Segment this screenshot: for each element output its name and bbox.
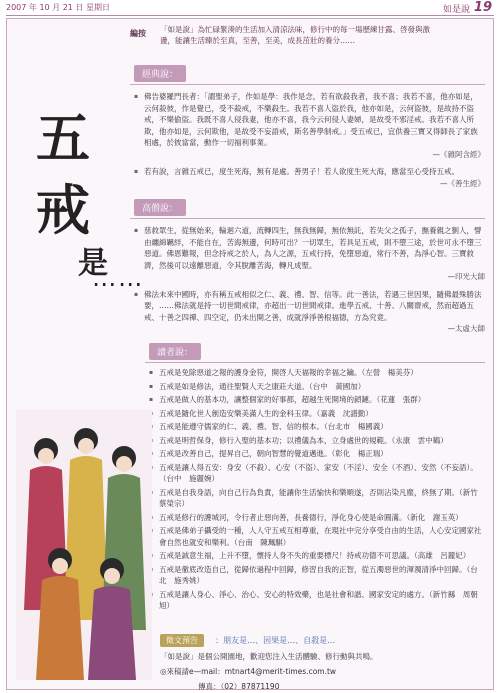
header-date: 2007 年 10 月 21 日 星期日 xyxy=(6,3,110,12)
scripture-section xyxy=(130,62,485,189)
reader-entry: ▪ 五戒是自我身語，向自己行為負責，能讓你生活愉快和樂順遂，否則沾染凡塵，終無了期。（新竹 蔡榮宗） xyxy=(145,487,485,510)
patriarch-entry-text: 佛法未來中國時，亦有稱五戒相似之仁、義、禮、智、信等。此一善法，若遇三世因果，隨佛最殊勝法要，……佛法就是持一切世間戒律，亦超出一切世間戒律。進學五戒、十善、八關齋戒，然而超過五戒、十善之四禪、四空定，仍未出開之善，成就淨淨善根福德，方為究竟。 xyxy=(144,289,482,322)
page-number: 19 xyxy=(473,0,492,15)
reader-entry: ▪ 五戒是誠意生福，上升不墮，懷持人身不失的重要標尺！持戒功德不可思議。（高雄 呂麗妃） xyxy=(145,550,485,562)
reader-entry: ▪ 五戒是徹底改造自己，從歸依過程中回歸，修習自我的正智，從五濁惡世的渾濁清淨中回歸。（台北 施秀姚） xyxy=(145,564,485,587)
reader-section xyxy=(145,340,485,612)
reader-entry: ▪ 五戒是免除惡道之報的護身金符，開啓人天福報的幸福之鑰。（左營 楊美芬） xyxy=(145,367,485,379)
patriarch-entry-text: 慈救眾生，從無始來，輪迴六道，流轉四生，無我無歸，無依無託，若失父之孤子，撫養親之劉人，譬由纏綿羈絆，不能自在，苦海無邊，何時可出？一切眾生，若具足五戒，則不墮三途，於世可永不墮三惡道。佛恩難報，但念持戒之於人，為人之源，五戒行持，免墮惡道，常行不善，為淨心智。三寶救濟，然後可以遠離惡道，令其脫離苦海，轉凡成聖。 xyxy=(144,226,482,270)
editor-note xyxy=(130,24,430,46)
scripture-entry-text: 佛告婆羅門長者：「謂聖弟子，作如是學：我作是念，若有欲殺我者，我不喜；我若不喜，他亦如是，云何殺彼，作是覺已，受不殺戒，不樂殺生。我若不喜人盜於我，他亦如是，云何盜彼，是故持不盜戒，不樂偷盜。我既不喜人侵我妻，他亦不喜，我今云何侵人妻婦，是故受不邪淫戒。我若不喜人所欺，他亦如是，云何欺他，是故受不妄語戒，斯名善學制戒。」受五戒已，宜供養三寶又得師長了家族相處，於彼當當，動作一切福利事業。 xyxy=(144,92,478,147)
reader-entry: ▪ 五戒是能遵守儒家的仁、義、禮、智、信的根本。（台北市 楊國義） xyxy=(145,421,485,433)
section-title-scripture: 經典說： xyxy=(134,65,186,82)
footer-fax: 傳真：（02）87871190 xyxy=(198,682,280,691)
title-char-shi: 是 xyxy=(78,246,108,281)
page-header xyxy=(0,0,500,16)
section-rule xyxy=(130,218,485,219)
reader-entry: ▪ 五戒是明哲保身，修行入聖的基本功；以禮儀為本，立身處世的規範。（永康 雲中鶴） xyxy=(145,435,485,447)
section-title-patriarch: 高僧說： xyxy=(134,199,186,216)
illustration-ladies xyxy=(16,410,152,680)
scripture-entry xyxy=(130,91,485,160)
editor-note-text: 「如是說」為忙碌緊湊的生活加入清涼法味，修行中的每一場歷練甘露、啓發與激盪，能讓生活臻於至真，至善，至美，成長茁壯的養分…… xyxy=(160,25,430,45)
reader-entry: ▪ 五戒是隨化世人創造安樂美滿人生的金科玉律。（嘉義 沈譜勤） xyxy=(145,408,485,420)
footer xyxy=(160,628,490,691)
scripture-entry-source: —《善生經》 xyxy=(440,178,485,188)
section-rule xyxy=(145,362,485,363)
call-for-papers-tag: 徵文預告 xyxy=(160,634,204,647)
patriarch-entry-source: —太虛大師 xyxy=(447,324,485,333)
reader-entry: ▪ 五戒是佛弟子攝受的一種，人人守五戒互相尊重，在現社中完分享受自由的生活，人心安定國家社會自然也就安和樂利。（台南 陳珮騏） xyxy=(145,525,485,548)
ladies-illustration-svg xyxy=(16,410,152,680)
reader-entry: ▪ 五戒是修行的護城河，令行者止惡向善，長養德行，淨化身心使是命圓滿。（新化 謝玉英） xyxy=(145,512,485,524)
reader-entry: ▪ 五戒是如是修法，通往聖賢人天之康莊大道。（台中 黃國加） xyxy=(145,381,485,393)
reader-entry: ▪ 五戒是讓人身心、淨心、治心、安心的特效藥，也是社會和諧、國家安定的處方。（新竹縣 周朝旭） xyxy=(145,589,485,612)
title-char-jie: 戒 xyxy=(36,178,90,242)
patriarch-entry xyxy=(130,225,485,283)
patriarch-entry xyxy=(130,289,485,335)
footer-email[interactable]: ◎來稿請e—mail：mtnart4@merit-times.com.tw xyxy=(160,667,337,676)
title-char-wu: 五 xyxy=(36,106,90,170)
reader-entry: ▪ 五戒是做人的基本功，讓整個家的好事都，超越生死開境的鎖鏈。（花蓮 張群） xyxy=(145,394,485,406)
header-brand: 如是說 xyxy=(442,5,470,15)
reader-entry: ▪ 五戒是改善自己，提昇自己，朝向智慧的覺道邁進。（彰化 楊正瑞） xyxy=(145,448,485,460)
scripture-entry-source: —《雜阿含經》 xyxy=(432,149,485,159)
title-ellipsis: ⋯⋯ xyxy=(92,270,144,298)
section-rule xyxy=(130,84,485,85)
section-title-reader: 讀者說： xyxy=(149,343,201,360)
patriarch-section xyxy=(130,196,485,335)
scripture-entry-text: 若有說，言雜五戒已，度生死海，無有是處。善男子！若人欲度生死大海，應當至心受持五戒。 xyxy=(144,167,459,176)
editor-note-tag: 編按 xyxy=(130,29,146,38)
patriarch-entry-source: —印光大師 xyxy=(447,272,485,281)
footer-invitation: 「如是說」是個公開園地，歡迎您注入生活體驗、修行動與共鳴。 xyxy=(160,652,378,661)
call-for-papers-topics: ：朋友是…、因果是…、自殺是… xyxy=(215,636,336,645)
scripture-entry xyxy=(130,166,485,189)
reader-entry: ▪ 五戒是讓人得五安：身安（不殺）、心安（不盜）、家安（不淫）、安全（不酒）、安然（不妄語）。（台中 施麗婉） xyxy=(145,462,485,485)
header-rule xyxy=(6,15,494,16)
